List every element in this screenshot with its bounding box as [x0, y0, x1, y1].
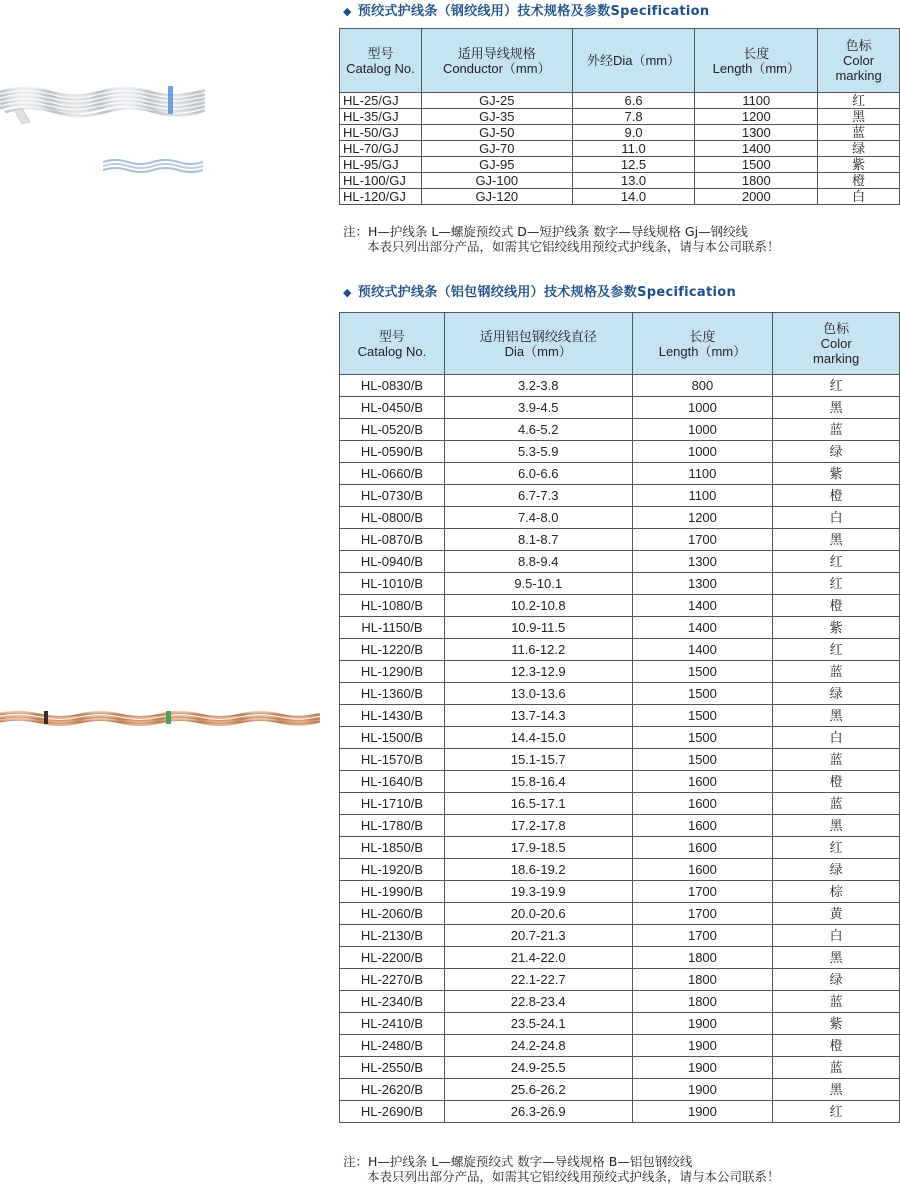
- table-cell: 红: [818, 93, 900, 109]
- table-cell: 蓝: [773, 793, 900, 815]
- table-cell: 15.1-15.7: [444, 749, 632, 771]
- table-header-row: [340, 313, 900, 375]
- table-cell: 23.5-24.1: [444, 1013, 632, 1035]
- table-cell: 16.5-17.1: [444, 793, 632, 815]
- table-cell: 1900: [632, 1057, 773, 1079]
- table-cell: 1300: [695, 125, 818, 141]
- table-cell: 9.5-10.1: [444, 573, 632, 595]
- table-cell: HL-1430/B: [340, 705, 445, 727]
- table-cell: HL-1990/B: [340, 881, 445, 903]
- table-cell: 蓝: [773, 661, 900, 683]
- table-cell: 1500: [632, 727, 773, 749]
- table-cell: 1600: [632, 793, 773, 815]
- table-cell: 11.0: [572, 141, 695, 157]
- header-dia-label: 适用铝包钢绞线直径 Dia（mm）: [479, 328, 597, 359]
- table-cell: 11.6-12.2: [444, 639, 632, 661]
- table-cell: HL-50/GJ: [340, 125, 422, 141]
- diamond-bullet-icon: ◆: [343, 286, 352, 299]
- table-cell: HL-2620/B: [340, 1079, 445, 1101]
- table-cell: 1600: [632, 837, 773, 859]
- table-cell: HL-1290/B: [340, 661, 445, 683]
- table-cell: GJ-70: [421, 141, 572, 157]
- table-cell: 绿: [773, 683, 900, 705]
- aluminum-clad-steel-spec-table: [339, 312, 900, 1123]
- table-row: [340, 881, 900, 903]
- header-dia: [572, 29, 695, 93]
- table-cell: 26.3-26.9: [444, 1101, 632, 1123]
- table-cell: 22.1-22.7: [444, 969, 632, 991]
- table-row: [340, 1013, 900, 1035]
- table-cell: 棕: [773, 881, 900, 903]
- header-dia: [444, 313, 632, 375]
- table-cell: 1500: [632, 661, 773, 683]
- table-row: [340, 125, 900, 141]
- table-cell: 1100: [632, 485, 773, 507]
- table-cell: 黑: [773, 705, 900, 727]
- header-color-label: 色标 Color marking: [813, 321, 860, 366]
- table-cell: HL-0520/B: [340, 419, 445, 441]
- table-cell: HL-1080/B: [340, 595, 445, 617]
- table-cell: HL-2340/B: [340, 991, 445, 1013]
- table-cell: 白: [773, 727, 900, 749]
- table-cell: 黑: [773, 947, 900, 969]
- table-row: [340, 485, 900, 507]
- table-row: [340, 441, 900, 463]
- table-cell: 1100: [632, 463, 773, 485]
- table-cell: 18.6-19.2: [444, 859, 632, 881]
- table-cell: HL-0660/B: [340, 463, 445, 485]
- table-cell: HL-2550/B: [340, 1057, 445, 1079]
- table-cell: HL-1850/B: [340, 837, 445, 859]
- table-cell: 17.9-18.5: [444, 837, 632, 859]
- table-cell: 19.3-19.9: [444, 881, 632, 903]
- table-row: [340, 683, 900, 705]
- table-cell: 蓝: [773, 419, 900, 441]
- table-cell: 白: [773, 925, 900, 947]
- header-length: [695, 29, 818, 93]
- table-cell: 1600: [632, 771, 773, 793]
- table-body: [340, 375, 900, 1123]
- table-row: [340, 991, 900, 1013]
- table-cell: 1900: [632, 1101, 773, 1123]
- table-cell: HL-2480/B: [340, 1035, 445, 1057]
- table-cell: 3.2-3.8: [444, 375, 632, 397]
- table-cell: 橙: [773, 595, 900, 617]
- table-row: [340, 1101, 900, 1123]
- table-cell: 1500: [632, 705, 773, 727]
- table-cell: 白: [818, 189, 900, 205]
- table-row: [340, 1035, 900, 1057]
- table-row: [340, 793, 900, 815]
- table-cell: 红: [773, 573, 900, 595]
- copper-rod-image: [0, 706, 320, 728]
- section2-note-line2: 本表只列出部分产品，如需其它铝绞线用预绞式护线条，请与本公司联系！: [367, 1169, 780, 1184]
- table-row: [340, 1057, 900, 1079]
- table-row: [340, 595, 900, 617]
- table-cell: 14.4-15.0: [444, 727, 632, 749]
- table-cell: 12.3-12.9: [444, 661, 632, 683]
- table-cell: HL-1640/B: [340, 771, 445, 793]
- table-cell: HL-25/GJ: [340, 93, 422, 109]
- section1-note: [343, 224, 780, 254]
- table-cell: 17.2-17.8: [444, 815, 632, 837]
- table-cell: 1800: [632, 947, 773, 969]
- table-cell: GJ-35: [421, 109, 572, 125]
- header-color: [818, 29, 900, 93]
- table-cell: 5.3-5.9: [444, 441, 632, 463]
- table-cell: 绿: [818, 141, 900, 157]
- table-cell: GJ-95: [421, 157, 572, 173]
- table-cell: 7.8: [572, 109, 695, 125]
- table-row: [340, 419, 900, 441]
- table-cell: HL-1780/B: [340, 815, 445, 837]
- table-cell: 1700: [632, 903, 773, 925]
- table-cell: 蓝: [773, 1057, 900, 1079]
- header-catalog-label: 型号 Catalog No.: [357, 328, 427, 359]
- table-cell: 1200: [632, 507, 773, 529]
- table-cell: 黑: [773, 397, 900, 419]
- table-cell: GJ-50: [421, 125, 572, 141]
- table-cell: GJ-25: [421, 93, 572, 109]
- silver-rod-bundle-image: [0, 78, 205, 138]
- table-row: [340, 141, 900, 157]
- table-row: [340, 463, 900, 485]
- table-cell: 6.0-6.6: [444, 463, 632, 485]
- table-cell: 黑: [773, 529, 900, 551]
- table-cell: 8.8-9.4: [444, 551, 632, 573]
- table-row: [340, 93, 900, 109]
- table-cell: HL-100/GJ: [340, 173, 422, 189]
- table-cell: GJ-100: [421, 173, 572, 189]
- table-cell: HL-2200/B: [340, 947, 445, 969]
- table-cell: HL-35/GJ: [340, 109, 422, 125]
- table-cell: HL-0940/B: [340, 551, 445, 573]
- table-cell: 红: [773, 551, 900, 573]
- table-cell: 21.4-22.0: [444, 947, 632, 969]
- table-row: [340, 859, 900, 881]
- table-cell: 9.0: [572, 125, 695, 141]
- section2-title: [343, 281, 736, 300]
- table-cell: 6.6: [572, 93, 695, 109]
- table-cell: 1700: [632, 529, 773, 551]
- table-cell: 紫: [773, 463, 900, 485]
- table-cell: 1000: [632, 397, 773, 419]
- table-cell: 25.6-26.2: [444, 1079, 632, 1101]
- table-cell: 蓝: [773, 749, 900, 771]
- table-cell: 6.7-7.3: [444, 485, 632, 507]
- table-cell: 1200: [695, 109, 818, 125]
- table-row: [340, 375, 900, 397]
- table-cell: 白: [773, 507, 900, 529]
- table-row: [340, 815, 900, 837]
- table-cell: 红: [773, 375, 900, 397]
- table-row: [340, 837, 900, 859]
- diamond-bullet-icon: ◆: [343, 5, 352, 18]
- table-cell: HL-0590/B: [340, 441, 445, 463]
- table-row: [340, 529, 900, 551]
- section1-note-line1: 注：H—护线条 L—螺旋预绞式 D—短护线条 数字—导线规格 Gj—钢绞线: [343, 224, 749, 239]
- table-cell: HL-0800/B: [340, 507, 445, 529]
- table-cell: 1300: [632, 551, 773, 573]
- table-cell: 3.9-4.5: [444, 397, 632, 419]
- section1-title-text: 预绞式护线条（钢绞线用）技术规格及参数Specification: [357, 4, 710, 19]
- table-cell: 10.2-10.8: [444, 595, 632, 617]
- table-cell: 1500: [632, 749, 773, 771]
- table-cell: 红: [773, 639, 900, 661]
- table-row: [340, 705, 900, 727]
- header-catalog-label: 型号 Catalog No.: [346, 45, 415, 76]
- table-cell: 24.2-24.8: [444, 1035, 632, 1057]
- header-color-label: 色标 Color marking: [835, 38, 882, 83]
- table-cell: 13.0: [572, 173, 695, 189]
- table-cell: 1400: [632, 639, 773, 661]
- table-cell: 22.8-23.4: [444, 991, 632, 1013]
- table-cell: 蓝: [773, 991, 900, 1013]
- table-cell: 1800: [632, 991, 773, 1013]
- steel-strand-spec-table: [339, 28, 900, 205]
- table-cell: 800: [632, 375, 773, 397]
- header-dia-label: 外经Dia（mm）: [586, 53, 681, 68]
- table-cell: HL-95/GJ: [340, 157, 422, 173]
- table-cell: 1100: [695, 93, 818, 109]
- table-row: [340, 173, 900, 189]
- table-cell: 橙: [818, 173, 900, 189]
- table-cell: 1800: [695, 173, 818, 189]
- table-cell: HL-1150/B: [340, 617, 445, 639]
- table-cell: 1000: [632, 441, 773, 463]
- table-cell: HL-1010/B: [340, 573, 445, 595]
- table-cell: GJ-120: [421, 189, 572, 205]
- table-cell: HL-0450/B: [340, 397, 445, 419]
- header-length-label: 长度 Length（mm）: [658, 328, 747, 359]
- table-cell: 1400: [695, 141, 818, 157]
- header-conductor-label: 适用导线规格 Conductor（mm）: [442, 45, 551, 76]
- table-cell: 橙: [773, 485, 900, 507]
- section2-title-text: 预绞式护线条（铝包钢绞线用）技术规格及参数Specification: [357, 285, 737, 300]
- table-row: [340, 189, 900, 205]
- table-cell: 绿: [773, 859, 900, 881]
- header-color: [773, 313, 900, 375]
- header-length: [632, 313, 773, 375]
- table-row: [340, 661, 900, 683]
- table-cell: 黑: [818, 109, 900, 125]
- table-cell: 14.0: [572, 189, 695, 205]
- table-row: [340, 749, 900, 771]
- table-row: [340, 969, 900, 991]
- table-cell: HL-2410/B: [340, 1013, 445, 1035]
- table-cell: 1800: [632, 969, 773, 991]
- table-cell: 1300: [632, 573, 773, 595]
- table-row: [340, 551, 900, 573]
- table-cell: 1600: [632, 859, 773, 881]
- table-row: [340, 925, 900, 947]
- table-cell: HL-0830/B: [340, 375, 445, 397]
- table-cell: 1700: [632, 881, 773, 903]
- table-cell: 黑: [773, 815, 900, 837]
- table-cell: 1900: [632, 1079, 773, 1101]
- section2-note-line1: 注：H—护线条 L—螺旋预绞式 数字—导线规格 B—铝包钢绞线: [343, 1154, 693, 1169]
- table-cell: 4.6-5.2: [444, 419, 632, 441]
- table-row: [340, 397, 900, 419]
- table-cell: HL-1220/B: [340, 639, 445, 661]
- table-cell: 7.4-8.0: [444, 507, 632, 529]
- table-cell: HL-0870/B: [340, 529, 445, 551]
- header-catalog: [340, 29, 422, 93]
- table-cell: 蓝: [818, 125, 900, 141]
- table-cell: 1500: [695, 157, 818, 173]
- table-cell: 黑: [773, 1079, 900, 1101]
- table-cell: HL-1710/B: [340, 793, 445, 815]
- small-rod-image: [103, 156, 203, 176]
- table-cell: 13.7-14.3: [444, 705, 632, 727]
- section2-note: [343, 1154, 780, 1184]
- table-cell: 红: [773, 837, 900, 859]
- table-cell: 1500: [632, 683, 773, 705]
- table-header-row: [340, 29, 900, 93]
- table-cell: 2000: [695, 189, 818, 205]
- header-length-label: 长度 Length（mm）: [712, 45, 801, 76]
- table-cell: HL-1500/B: [340, 727, 445, 749]
- table-cell: 1700: [632, 925, 773, 947]
- table-row: [340, 727, 900, 749]
- table-row: [340, 947, 900, 969]
- table-row: [340, 903, 900, 925]
- table-cell: 10.9-11.5: [444, 617, 632, 639]
- table-cell: HL-2690/B: [340, 1101, 445, 1123]
- table-cell: 20.0-20.6: [444, 903, 632, 925]
- header-catalog: [340, 313, 445, 375]
- table-cell: 1400: [632, 617, 773, 639]
- table-cell: 13.0-13.6: [444, 683, 632, 705]
- section1-title: [343, 0, 709, 19]
- table-cell: 紫: [773, 617, 900, 639]
- table-cell: 橙: [773, 1035, 900, 1057]
- table-cell: 1900: [632, 1013, 773, 1035]
- table-row: [340, 1079, 900, 1101]
- table-cell: HL-70/GJ: [340, 141, 422, 157]
- table-row: [340, 109, 900, 125]
- table-row: [340, 573, 900, 595]
- table-row: [340, 617, 900, 639]
- table-cell: HL-1920/B: [340, 859, 445, 881]
- table-cell: HL-1360/B: [340, 683, 445, 705]
- table-cell: 24.9-25.5: [444, 1057, 632, 1079]
- table-cell: 1000: [632, 419, 773, 441]
- table-cell: 8.1-8.7: [444, 529, 632, 551]
- table-row: [340, 157, 900, 173]
- table-cell: HL-2270/B: [340, 969, 445, 991]
- table-cell: HL-120/GJ: [340, 189, 422, 205]
- table-row: [340, 771, 900, 793]
- table-cell: 紫: [773, 1013, 900, 1035]
- table-cell: 1600: [632, 815, 773, 837]
- section1-note-line2: 本表只列出部分产品，如需其它铝绞线用预绞式护线条，请与本公司联系！: [367, 239, 780, 254]
- table-cell: 黄: [773, 903, 900, 925]
- table-cell: 紫: [818, 157, 900, 173]
- table-cell: 1900: [632, 1035, 773, 1057]
- table-cell: 绿: [773, 441, 900, 463]
- table-cell: HL-1570/B: [340, 749, 445, 771]
- table-cell: 20.7-21.3: [444, 925, 632, 947]
- table-cell: 红: [773, 1101, 900, 1123]
- table-body: [340, 93, 900, 205]
- table-cell: HL-2130/B: [340, 925, 445, 947]
- table-cell: 15.8-16.4: [444, 771, 632, 793]
- table-cell: 12.5: [572, 157, 695, 173]
- table-cell: 橙: [773, 771, 900, 793]
- table-cell: 绿: [773, 969, 900, 991]
- table-row: [340, 507, 900, 529]
- table-cell: HL-2060/B: [340, 903, 445, 925]
- table-cell: HL-0730/B: [340, 485, 445, 507]
- header-conductor: [421, 29, 572, 93]
- table-cell: 1400: [632, 595, 773, 617]
- table-row: [340, 639, 900, 661]
